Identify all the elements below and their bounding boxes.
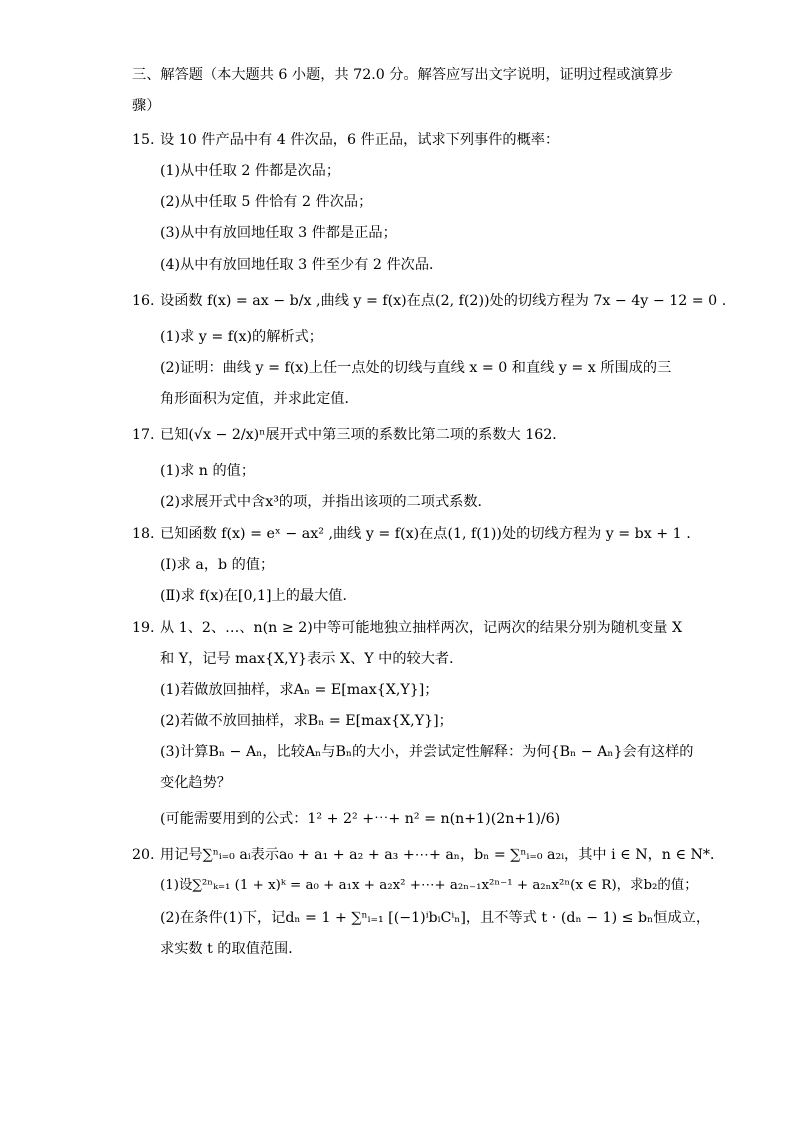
problem-20-line: 求实数 t 的取值范围． (160, 941, 303, 957)
problem-17-number: 17. (132, 427, 155, 443)
problem-15-line: 设 10 件产品中有 4 件次品，6 件正品，试求下列事件的概率： (160, 132, 560, 148)
problem-20-line: 用记号∑ⁿᵢ₌₀ aᵢ表示a₀ + a₁ + a₂ + a₃ +⋯+ aₙ，bₙ = ∑ⁿᵢ₌₀ a₂ᵢ，其中 i ∈ N，n ∈ N*． (160, 847, 725, 863)
problem-15-line: (2)从中任取 5 件恰有 2 件次品； (160, 194, 373, 210)
problem-20-number: 20. (132, 847, 155, 863)
problem-19-line: (可能需要用到的公式：1² + 2² +⋯+ n² = n(n+1)(2n+1)/6) (160, 811, 561, 827)
problem-15-number: 15. (132, 132, 155, 148)
problem-20-line: (1)设∑²ⁿₖ₌₁ (1 + x)ᵏ = a₀ + a₁x + a₂x² +⋯+ a₂ₙ₋₁x²ⁿ⁻¹ + a₂ₙx²ⁿ(x ∈ R)，求b₂的值； (160, 878, 698, 893)
problem-19-number: 19. (132, 620, 155, 636)
problem-16-line: 角形面积为定值，并求此定值． (160, 391, 359, 407)
section-header-line1: 三、解答题（本大题共 6 小题，共 72.0 分。解答应写出文字说明，证明过程或演算步 (132, 67, 674, 83)
problem-15-line: (1)从中任取 2 件都是次品； (160, 163, 341, 179)
problem-19-line: 和 Y，记号 max{X,Y}表示 X、Y 中的较大者． (160, 651, 464, 667)
problem-17-line: (2)求展开式中含x³的项，并指出该项的二项式系数． (160, 494, 492, 510)
problem-17-line: 已知(√x − 2/x)ⁿ展开式中第三项的系数比第二项的系数大 162． (160, 427, 567, 443)
problem-18-line: (Ⅱ)求 f(x)在[0,1]上的最大值． (160, 588, 357, 604)
problem-18-line: 已知函数 f(x) = eˣ − ax² ,曲线 y = f(x)在点(1, f(1))处的切线方程为 y = bx + 1 . (160, 526, 691, 542)
problem-15-line: (3)从中有放回地任取 3 件都是正品； (160, 225, 397, 241)
problem-16-number: 16. (132, 293, 155, 309)
problem-17-line: (1)求 n 的值； (160, 463, 256, 479)
problem-16-line: (1)求 y = f(x)的解析式； (160, 329, 323, 345)
problem-19-line: (2)若做不放回抽样，求Bₙ = E[max{X,Y}]； (160, 713, 453, 729)
problem-19-line: 变化趋势？ (160, 775, 231, 791)
problem-19-line: (1)若做放回抽样，求Aₙ = E[max{X,Y}]； (160, 682, 439, 698)
problem-18-line: (Ⅰ)求 a，b 的值； (160, 557, 275, 573)
problem-15-line: (4)从中有放回地任取 3 件至少有 2 件次品． (160, 257, 444, 273)
problem-19-line: (3)计算Bₙ − Aₙ，比较Aₙ与Bₙ的大小，并尝试定性解释：为何{Bₙ − Aₙ}会有这样的 (160, 744, 694, 760)
problem-16-line: 设函数 f(x) = ax − b/x ,曲线 y = f(x)在点(2, f(2))处的切线方程为 7x − 4y − 12 = 0 . (160, 293, 727, 309)
problem-18-number: 18. (132, 526, 155, 542)
problem-20-line: (2)在条件(1)下，记dₙ = 1 + ∑ⁿᵢ₌₁ [(−1)ⁱbᵢCⁱₙ]，且不等式 t ⋅ (dₙ − 1) ≤ bₙ恒成立， (160, 910, 711, 926)
problem-19-line: 从 1、2、…、n(n ≥ 2)中等可能地独立抽样两次，记两次的结果分别为随机变量 X (160, 620, 683, 636)
section-header-line2: 骤） (132, 98, 161, 114)
problem-16-line: (2)证明：曲线 y = f(x)上任一点处的切线与直线 x = 0 和直线 y = x 所围成的三 (160, 360, 672, 376)
